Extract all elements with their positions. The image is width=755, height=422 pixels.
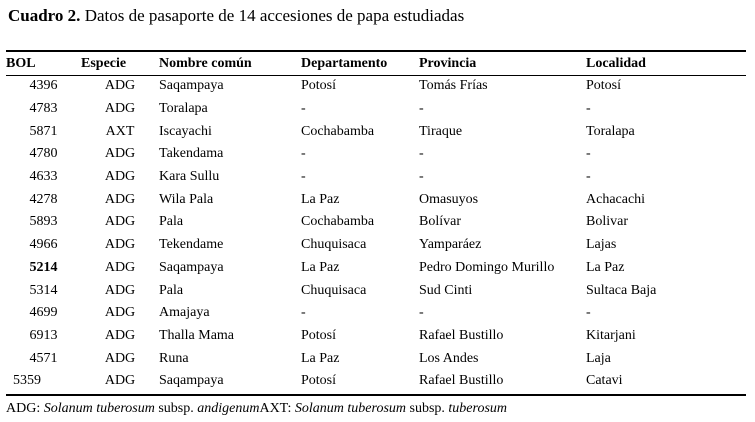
table-row — [6, 325, 746, 348]
header-especie: Especie — [81, 56, 127, 71]
table-bottom-rule — [6, 394, 746, 396]
cell-localidad: Achacachi — [586, 191, 646, 207]
cell-departamento: Cochabamba — [301, 123, 375, 139]
footnote-adg-subsp: subsp. — [154, 401, 198, 416]
caption-label: Cuadro 2. — [8, 6, 81, 25]
cell-especie: ADG — [104, 327, 136, 343]
cell-bol: 4966 — [29, 237, 58, 253]
caption-text: Datos de pasaporte de 14 accesiones de papa estudiadas — [80, 6, 465, 25]
cell-provincia: Yamparáez — [419, 237, 482, 253]
cell-bol: 5871 — [29, 123, 58, 139]
footnote-adg-name: Solanum tuberosum — [43, 401, 155, 416]
cell-provincia: - — [419, 305, 424, 321]
cell-provincia: Bolívar — [419, 214, 461, 230]
cell-nombre: Thalla Mama — [159, 327, 235, 343]
cell-localidad: - — [586, 101, 591, 117]
cell-departamento: La Paz — [301, 259, 340, 275]
table-row — [6, 211, 746, 234]
table-row — [6, 98, 746, 121]
cell-departamento: Potosí — [301, 327, 337, 343]
cell-nombre: Toralapa — [159, 101, 208, 117]
header-localidad: Localidad — [586, 56, 646, 71]
footnote-axt-name: Solanum tuberosum — [294, 401, 407, 416]
table-row — [6, 370, 746, 393]
cell-nombre: Kara Sullu — [159, 169, 220, 185]
cell-departamento: - — [301, 101, 306, 117]
cell-nombre: Pala — [159, 214, 184, 230]
cell-provincia: Los Andes — [419, 350, 479, 366]
header-nombre-comun: Nombre común — [159, 56, 252, 71]
cell-bol: 5359 — [13, 373, 41, 389]
cell-bol: 4699 — [29, 305, 58, 321]
cell-especie: ADG — [104, 78, 136, 94]
cell-nombre: Wila Pala — [159, 191, 214, 207]
cell-localidad: Toralapa — [586, 123, 635, 139]
cell-nombre: Saqampaya — [159, 373, 224, 389]
cell-provincia: Pedro Domingo Murillo — [419, 259, 555, 275]
cell-localidad: Bolivar — [586, 214, 628, 230]
cell-provincia: Rafael Bustillo — [419, 373, 504, 389]
cell-departamento: Chuquisaca — [301, 237, 367, 253]
cell-provincia: Sud Cinti — [419, 282, 473, 298]
cell-bol: 6913 — [29, 327, 58, 343]
cell-departamento: - — [301, 305, 306, 321]
cell-departamento: Cochabamba — [301, 214, 375, 230]
table-row — [6, 279, 746, 302]
table-footnote — [6, 401, 507, 417]
cell-bol: 4571 — [29, 350, 58, 366]
table-row — [6, 257, 746, 280]
cell-departamento: Chuquisaca — [301, 282, 367, 298]
cell-especie: ADG — [104, 101, 136, 117]
table-row — [6, 143, 746, 166]
table-row — [6, 302, 746, 325]
cell-especie: ADG — [104, 169, 136, 185]
cell-especie: ADG — [104, 259, 136, 275]
cell-nombre: Iscayachi — [159, 123, 212, 139]
cell-nombre: Runa — [159, 350, 189, 366]
cell-especie: AXT — [105, 123, 135, 139]
cell-especie: ADG — [104, 237, 136, 253]
cell-nombre: Takendama — [159, 146, 224, 162]
header-departamento: Departamento — [301, 56, 388, 71]
footnote-axt-epithet: tuberosum — [448, 401, 508, 416]
cell-especie: ADG — [104, 350, 136, 366]
cell-localidad: - — [586, 169, 591, 185]
footnote-adg-prefix: ADG: — [6, 401, 44, 416]
footnote-axt-prefix: AXT: — [259, 401, 295, 416]
cell-departamento: - — [301, 169, 306, 185]
cell-provincia: Tomás Frías — [419, 78, 488, 94]
cell-localidad: La Paz — [586, 259, 625, 275]
cell-especie: ADG — [104, 191, 136, 207]
cell-localidad: Kitarjani — [586, 327, 636, 343]
cell-nombre: Saqampaya — [159, 259, 224, 275]
header-bol: BOL — [6, 56, 36, 71]
cell-provincia: Tiraque — [419, 123, 463, 139]
cell-bol: 5893 — [29, 214, 58, 230]
table-row — [6, 120, 746, 143]
cell-localidad: Catavi — [586, 373, 623, 389]
cell-bol: 4780 — [29, 146, 58, 162]
cell-bol: 4396 — [29, 78, 58, 94]
cell-localidad: Lajas — [586, 237, 617, 253]
cell-nombre: Pala — [159, 282, 184, 298]
cell-provincia: - — [419, 146, 424, 162]
footnote-adg-epithet: andigenum — [197, 401, 260, 416]
cell-departamento: La Paz — [301, 350, 340, 366]
cell-nombre: Amajaya — [159, 305, 210, 321]
cell-provincia: - — [419, 169, 424, 185]
cell-bol: 5214 — [29, 259, 58, 275]
cell-especie: ADG — [104, 146, 136, 162]
cell-especie: ADG — [104, 305, 136, 321]
cell-provincia: Omasuyos — [419, 191, 479, 207]
table-row — [6, 188, 746, 211]
table-row — [6, 75, 746, 98]
table-row — [6, 347, 746, 370]
cell-departamento: Potosí — [301, 373, 337, 389]
cell-bol: 5314 — [29, 282, 58, 298]
table-row — [6, 234, 746, 257]
table-header-row — [6, 53, 746, 75]
cell-provincia: - — [419, 101, 424, 117]
cell-nombre: Tekendame — [159, 237, 224, 253]
cell-departamento: Potosí — [301, 78, 337, 94]
cell-localidad: Sultaca Baja — [586, 282, 657, 298]
cell-bol: 4783 — [29, 101, 58, 117]
table-row — [6, 166, 746, 189]
cell-bol: 4633 — [29, 169, 58, 185]
cell-nombre: Saqampaya — [159, 78, 224, 94]
cell-localidad: - — [586, 305, 591, 321]
cell-localidad: Potosí — [586, 78, 622, 94]
table-top-rule — [6, 50, 746, 52]
header-provincia: Provincia — [419, 56, 477, 71]
passport-data-table — [6, 53, 746, 393]
cell-especie: ADG — [104, 373, 136, 389]
cell-especie: ADG — [104, 214, 136, 230]
cell-provincia: Rafael Bustillo — [419, 327, 504, 343]
cell-bol: 4278 — [29, 191, 58, 207]
cell-departamento: - — [301, 146, 306, 162]
cell-departamento: La Paz — [301, 191, 340, 207]
table-caption — [8, 6, 464, 26]
cell-localidad: - — [586, 146, 591, 162]
cell-especie: ADG — [104, 282, 136, 298]
cell-localidad: Laja — [586, 350, 611, 366]
footnote-axt-subsp: subsp. — [406, 401, 449, 416]
